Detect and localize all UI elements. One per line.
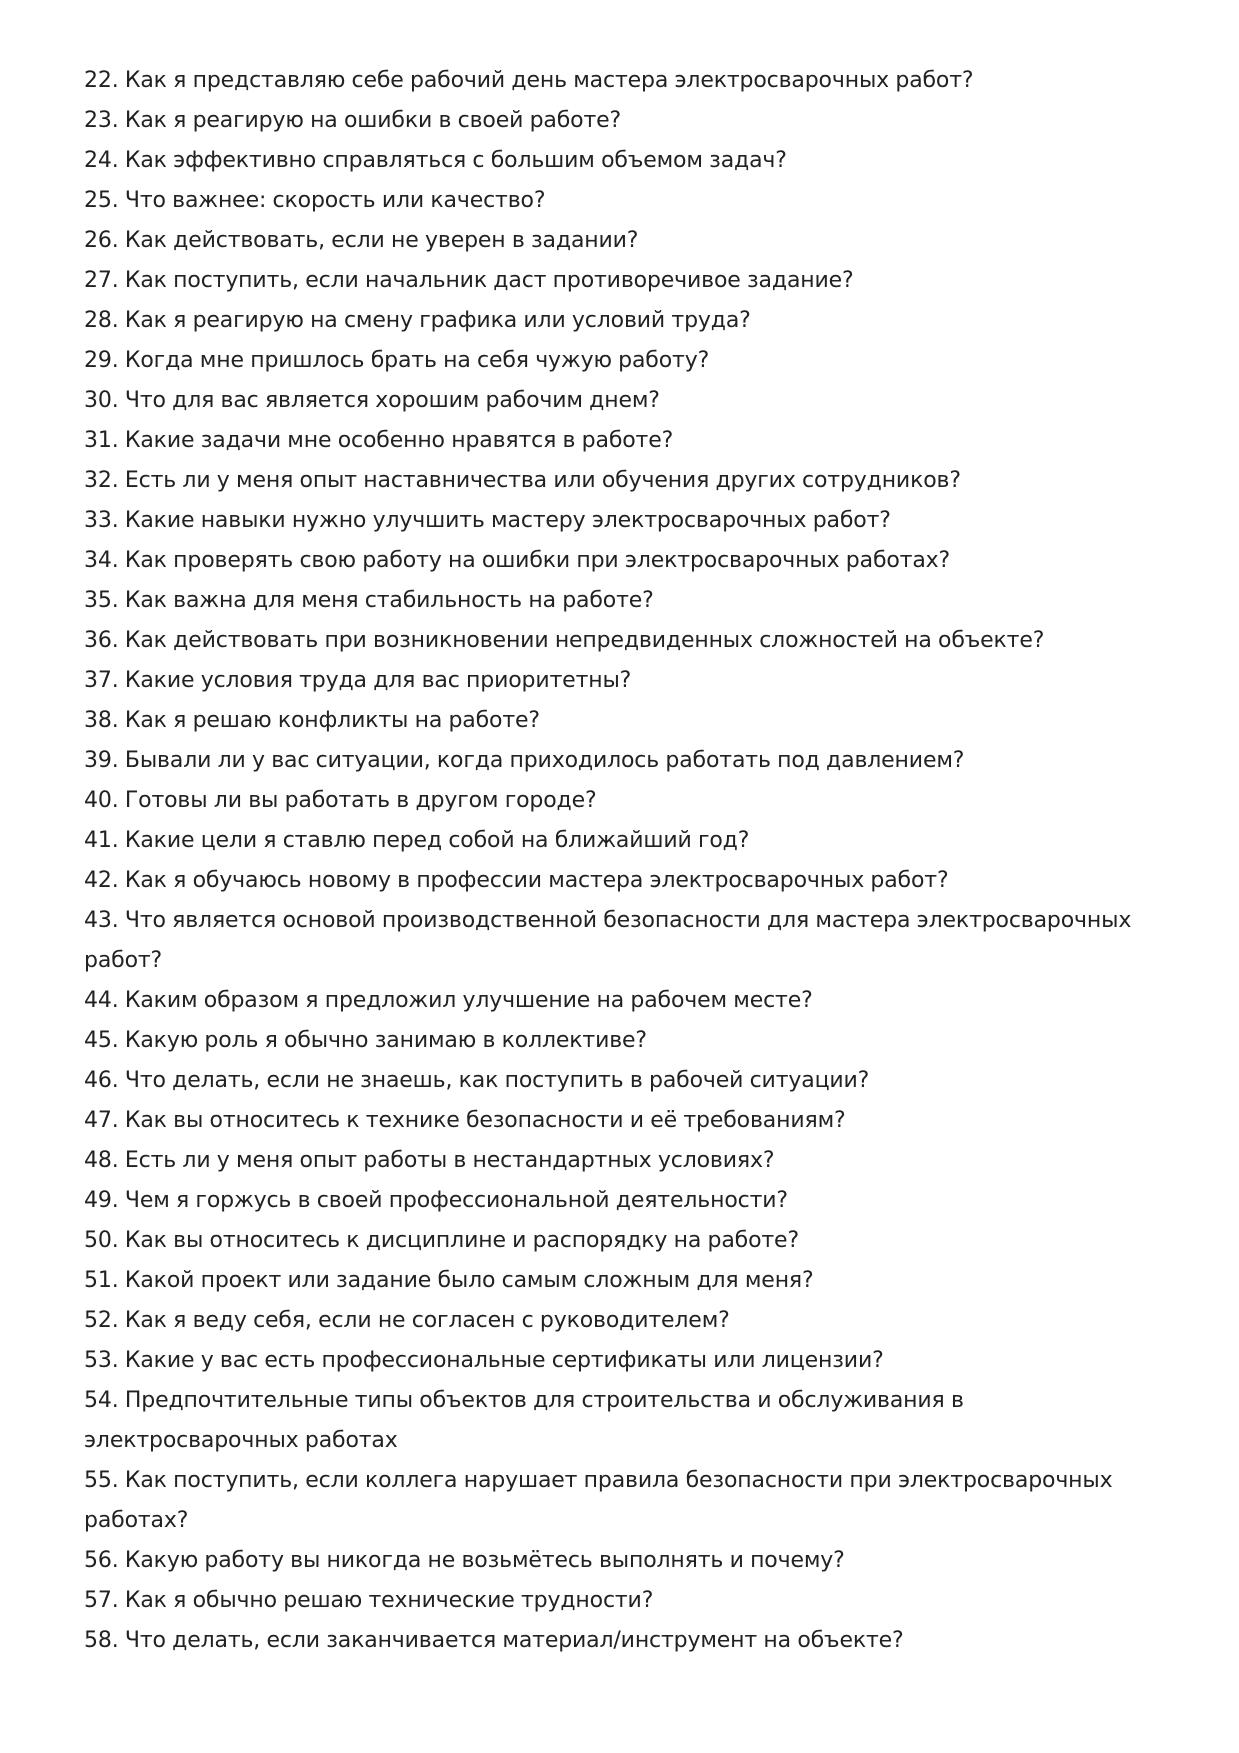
question-51: 51. Какой проект или задание было самым сложным для меня? [84,1268,814,1293]
question-35: 35. Как важна для меня стабильность на работе? [84,588,654,613]
question-28: 28. Как я реагирую на смену графика или условий труда? [84,308,751,333]
question-26: 26. Как действовать, если не уверен в задании? [84,228,639,253]
question-50: 50. Как вы относитесь к дисциплине и распорядку на работе? [84,1228,799,1253]
question-44: 44. Каким образом я предложил улучшение на рабочем месте? [84,988,813,1013]
question-53: 53. Какие у вас есть профессиональные сертификаты или лицензии? [84,1348,884,1373]
question-25: 25. Что важнее: скорость или качество? [84,188,546,213]
question-56: 56. Какую работу вы никогда не возьмётесь выполнять и почему? [84,1548,845,1573]
question-46: 46. Что делать, если не знаешь, как поступить в рабочей ситуации? [84,1068,870,1093]
question-54: 54. Предпочтительные типы объектов для строительства и обслуживания в электросварочных работах [84,1388,964,1453]
question-22: 22. Как я представляю себе рабочий день мастера электросварочных работ? [84,68,974,93]
question-45: 45. Какую роль я обычно занимаю в коллективе? [84,1028,647,1053]
question-42: 42. Как я обучаюсь новому в профессии мастера электросварочных работ? [84,868,949,893]
question-31: 31. Какие задачи мне особенно нравятся в работе? [84,428,674,453]
question-52: 52. Как я веду себя, если не согласен с руководителем? [84,1308,730,1333]
question-49: 49. Чем я горжусь в своей профессиональной деятельности? [84,1188,788,1213]
question-37: 37. Какие условия труда для вас приоритетны? [84,668,632,693]
question-48: 48. Есть ли у меня опыт работы в нестандартных условиях? [84,1148,775,1173]
question-36: 36. Как действовать при возникновении непредвиденных сложностей на объекте? [84,628,1045,653]
question-33: 33. Какие навыки нужно улучшить мастеру электросварочных работ? [84,508,891,533]
question-41: 41. Какие цели я ставлю перед собой на ближайший год? [84,828,750,853]
question-39: 39. Бывали ли у вас ситуации, когда приходилось работать под давлением? [84,748,965,773]
question-55: 55. Как поступить, если коллега нарушает правила безопасности при электросварочных работах? [84,1468,1113,1533]
question-47: 47. Как вы относитесь к технике безопасности и её требованиям? [84,1108,846,1133]
question-list [84,61,1164,1661]
question-30: 30. Что для вас является хорошим рабочим днем? [84,388,660,413]
question-58: 58. Что делать, если заканчивается материал/инструмент на объекте? [84,1628,904,1653]
question-34: 34. Как проверять свою работу на ошибки при электросварочных работах? [84,548,951,573]
question-24: 24. Как эффективно справляться с большим объемом задач? [84,148,787,173]
question-29: 29. Когда мне пришлось брать на себя чужую работу? [84,348,710,373]
question-38: 38. Как я решаю конфликты на работе? [84,708,540,733]
question-57: 57. Как я обычно решаю технические трудности? [84,1588,654,1613]
question-40: 40. Готовы ли вы работать в другом городе? [84,788,597,813]
question-43: 43. Что является основой производственной безопасности для мастера электросварочных работ? [84,908,1132,973]
question-27: 27. Как поступить, если начальник даст противоречивое задание? [84,268,854,293]
question-23: 23. Как я реагирую на ошибки в своей работе? [84,108,622,133]
question-32: 32. Есть ли у меня опыт наставничества или обучения других сотрудников? [84,468,961,493]
